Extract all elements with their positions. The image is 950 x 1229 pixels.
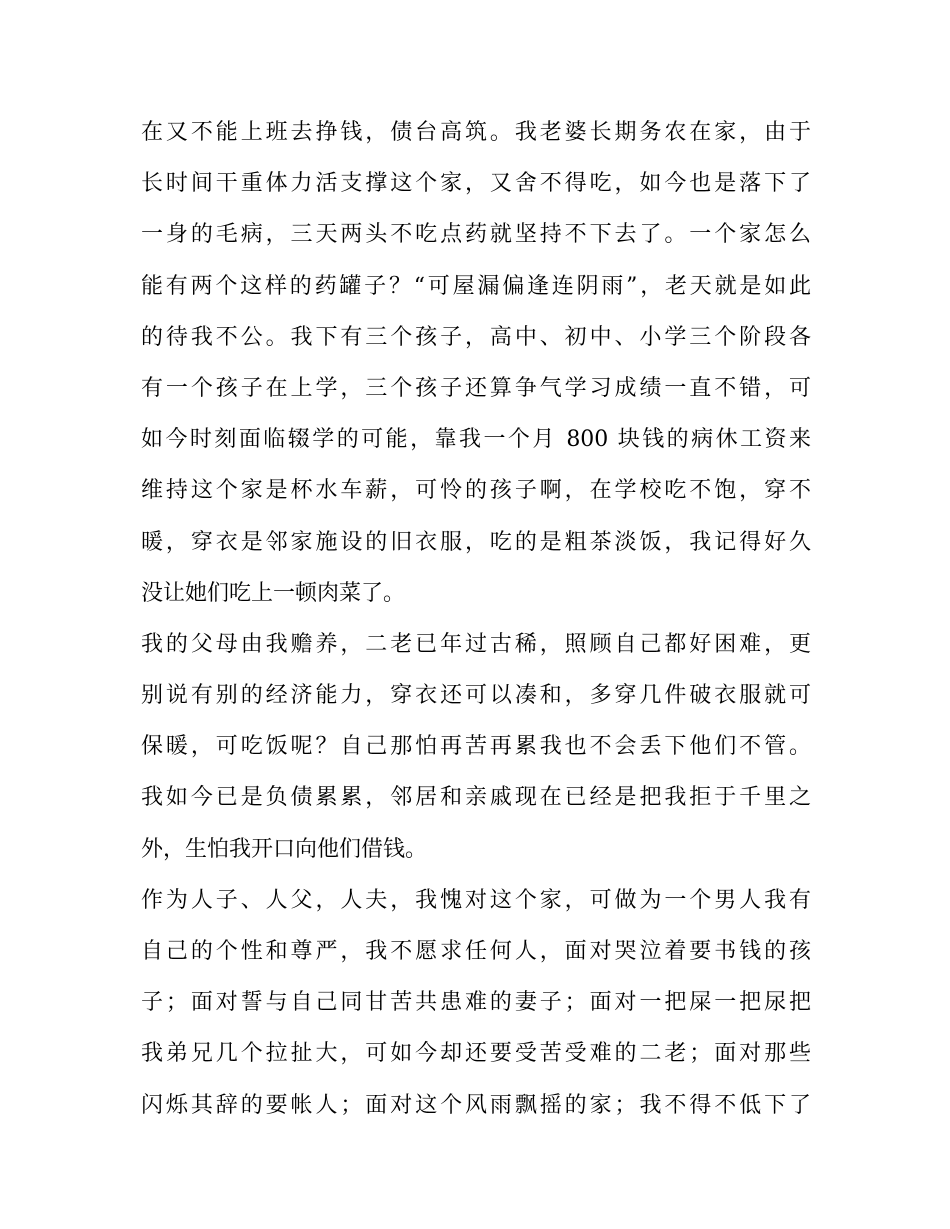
text-line: 的待我不公。我下有三个孩子，高中、初中、小学三个阶段各 [141,324,811,350]
text-line: 闪烁其辞的要帐人；面对这个风雨飘摇的家；我不得不低下了 [141,1092,811,1118]
text-line: 自己的个性和尊严，我不愿求任何人，面对哭泣着要书钱的孩 [141,939,811,964]
text-line: 长时间干重体力活支撑这个家，又舍不得吃，如今也是落下了 [141,171,811,197]
text-line: 作为人子、人父，人夫，我愧对这个家，可做为一个男人我有 [141,887,811,913]
text-line: 能有两个这样的药罐子？“可屋漏偏逢连阴雨”，老天就是如此 [141,273,811,299]
text-line: 如今时刻面临辍学的可能，靠我一个月 800 块钱的病休工资来 [141,427,811,453]
text-line: 维持这个家是杯水车薪，可怜的孩子啊，在学校吃不饱，穿不 [141,478,811,504]
text-line: 在又不能上班去挣钱，债台高筑。我老婆长期务农在家，由于 [141,120,811,145]
text-line: 外，生怕我开口向他们借钱。 [141,836,428,862]
text-line: 有一个孩子在上学，三个孩子还算争气学习成绩一直不错，可 [141,375,811,401]
text-line: 别说有别的经济能力，穿衣还可以凑和，多穿几件破衣服就可 [141,683,811,709]
text-line: 子；面对誓与自己同甘苦共患难的妻子；面对一把屎一把尿把 [141,990,811,1016]
text-line: 我弟兄几个拉扯大，可如今却还要受苦受难的二老；面对那些 [141,1041,811,1067]
text-line: 没让她们吃上一顿肉菜了。 [141,580,406,606]
text-line: 保暖，可吃饭呢？自己那怕再苦再累我也不会丢下他们不管。 [141,734,811,760]
text-line: 一身的毛病，三天两头不吃点药就坚持不下去了。一个家怎么 [141,222,811,248]
body-text [141,107,811,1131]
text-line: 暖，穿衣是邻家施设的旧衣服，吃的是粗茶淡饭，我记得好久 [141,529,811,555]
text-line: 我的父母由我赡养，二老已年过古稀，照顾自己都好困难，更 [141,631,811,657]
text-line: 我如今已是负债累累，邻居和亲戚现在已经是把我拒于千里之 [141,785,811,811]
